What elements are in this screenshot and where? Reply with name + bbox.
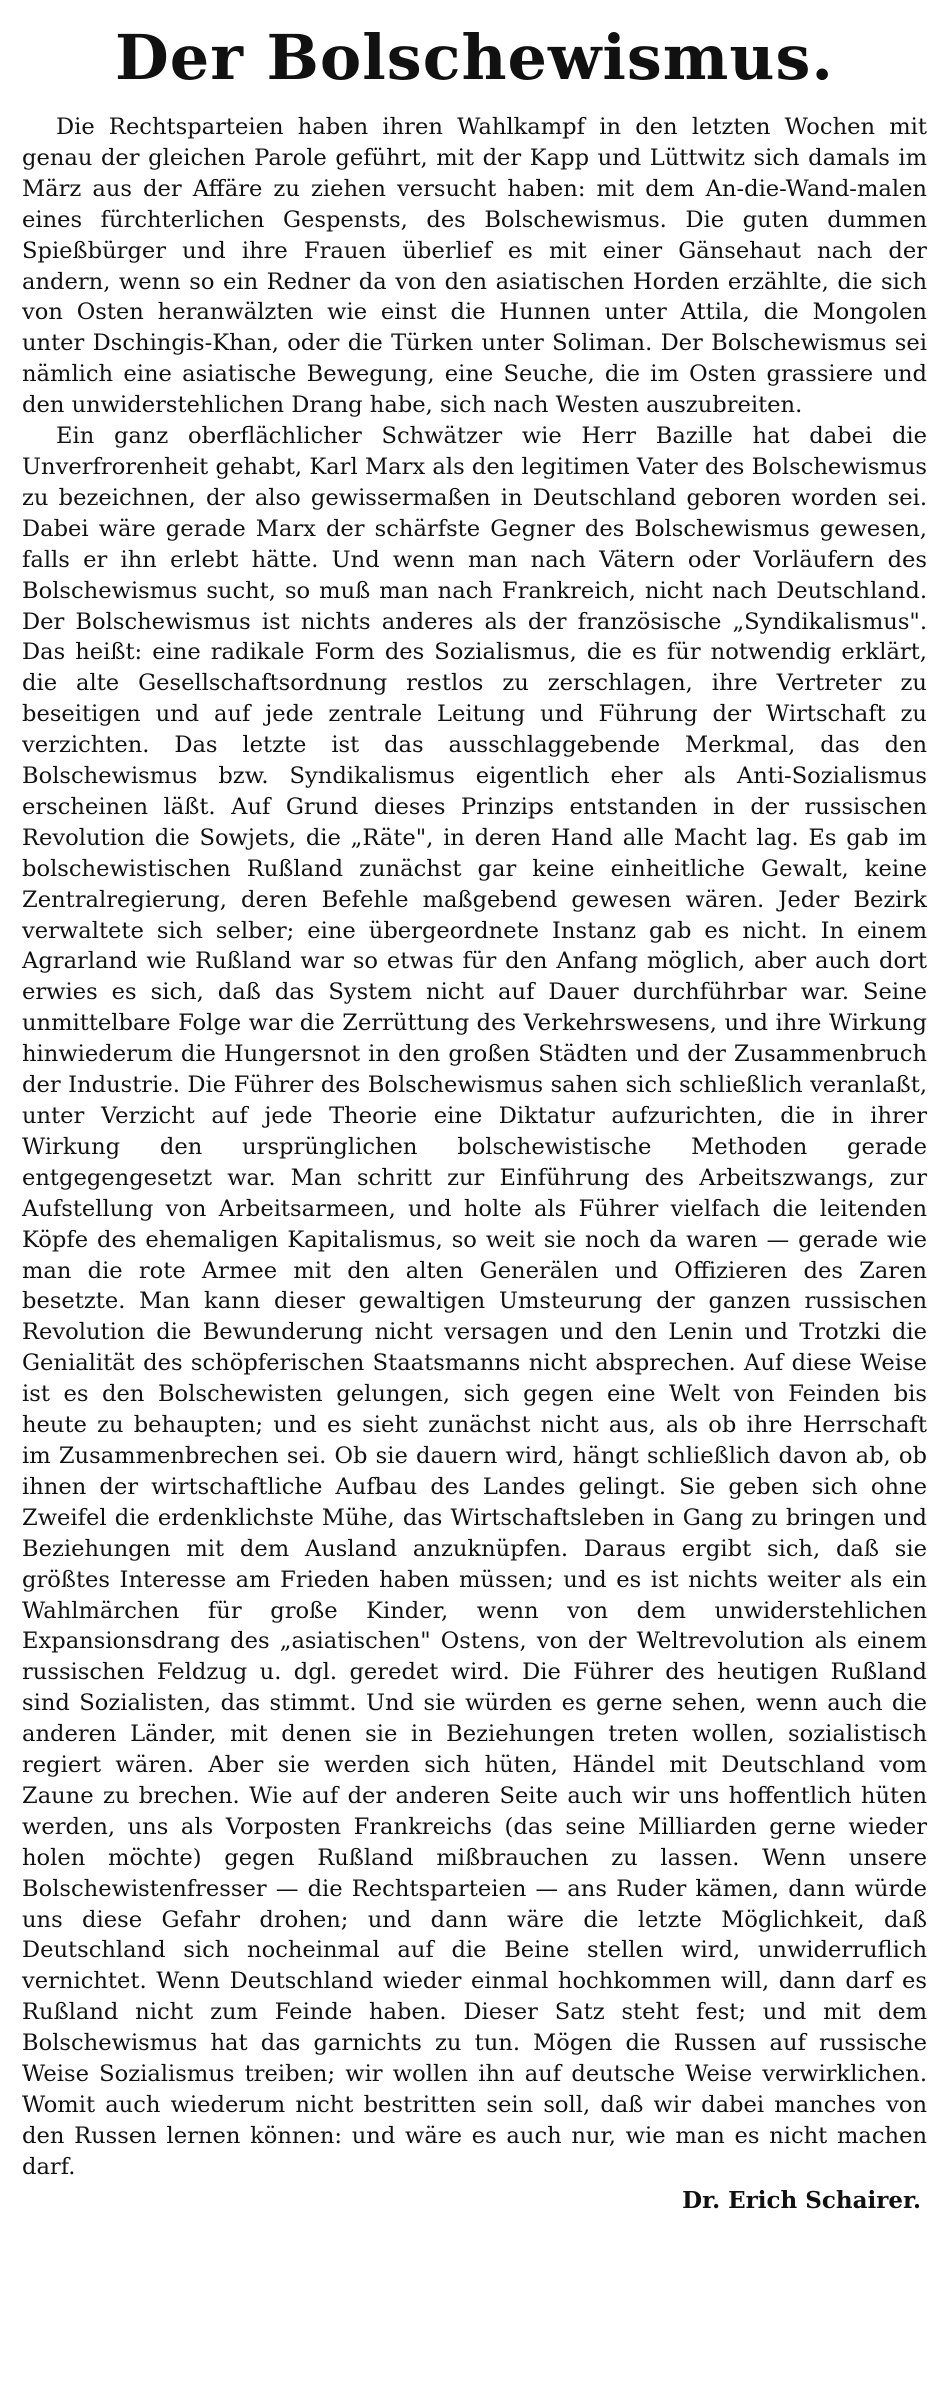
article-paragraph-2: Ein ganz oberflächlicher Schwätzer wie Herr Bazille hat dabei die Unverfrorenheit gehabt, Karl Marx als den legitimen Vater des Bolschewismus zu bezeichnen, der also gewissermaßen in Deutschland geboren worden sei. Dabei wäre gerade Marx der schärfste Gegner des Bolschewismus gewesen, falls er ihn erlebt hätte. Und wenn man nach Vätern oder Vorläufern des Bolschewismus sucht, so muß man nach Frankreich, nicht nach Deutschland. Der Bolschewismus ist nichts anderes als der französische „Syndikalismus". Das heißt: eine radikale Form des Sozialismus, die es für notwendig erklärt, die alte Gesellschaftsordnung restlos zu zerschlagen, ihre Vertreter zu beseitigen und auf jede zentrale Leitung und Führung der Wirtschaft zu verzichten. Das letzte ist das ausschlaggebende Merkmal, das den Bolschewismus bzw. Syndikalismus eigentlich eher als Anti-Sozialismus erscheinen läßt. Auf Grund dieses Prinzips entstanden in der russischen Revolution die Sowjets, die „Räte", in deren Hand alle Macht lag. Es gab im bolschewistischen Rußland zunächst gar keine einheitliche Gewalt, keine Zentralregierung, deren Befehle maßgebend gewesen wären. Jeder Bezirk verwaltete sich selber; eine übergeordnete Instanz gab es nicht. In einem Agrarland wie Rußland war so etwas für den Anfang möglich, aber auch dort erwies es sich, daß das System nicht auf Dauer durchführbar war. Seine unmittelbare Folge war die Zerrüttung des Verkehrswesens, und ihre Wirkung hinwiederum die Hungersnot in den großen Städten und der Zusammenbruch der Industrie. Die Führer des Bolschewismus sahen sich schließlich veranlaßt, unter Verzicht auf jede Theorie eine Diktatur aufzurichten, die in ihrer Wirkung den ursprünglichen bolschewistische Methoden gerade entgegengesetzt war. Man schritt zur Einführung des Arbeitszwangs, zur Aufstellung von Arbeitsarmeen, und holte als Führer vielfach die leitenden Köpfe des ehemaligen Kapitalismus, so weit sie noch da waren — gerade wie man die rote Armee mit den alten Generälen und Offizieren des Zaren besetzte. Man kann dieser gewaltigen Umsteurung der ganzen russischen Revolution die Bewunderung nicht versagen und den Lenin und Trotzki die Genialität des schöpferischen Staatsmanns nicht absprechen. Auf diese Weise ist es den Bolschewisten gelungen, sich gegen eine Welt von Feinden bis heute zu behaupten; und es sieht zunächst nicht aus, als ob ihre Herrschaft im Zusammenbrechen sei. Ob sie dauern wird, hängt schließlich davon ab, ob ihnen der wirtschaftliche Aufbau des Landes gelingt. Sie geben sich ohne Zweifel die erdenklichste Mühe, das Wirtschaftsleben in Gang zu bringen und Beziehungen mit dem Ausland anzuknüpfen. Daraus ergibt sich, daß sie größtes Interesse am Frieden haben müssen; und es ist nichts weiter als ein Wahlmärchen für große Kinder, wenn von dem unwiderstehlichen Expansionsdrang des „asiatischen" Ostens, von der Weltrevolution als einem russischen Feldzug u. dgl. geredet wird. Die Führer des heutigen Rußland sind Sozialisten, das stimmt. Und sie würden es gerne sehen, wenn auch die anderen Länder, mit denen sie in Beziehungen treten wollen, sozialistisch regiert wären. Aber sie werden sich hüten, Händel mit Deutschland vom Zaune zu brechen. Wie auf der anderen Seite auch wir uns hoffentlich hüten werden, uns als Vorposten Frankreichs (das seine Milliarden gerne wieder holen möchte) gegen Rußland mißbrauchen zu lassen. Wenn unsere Bolschewistenfresser — die Rechtsparteien — ans Ruder kämen, dann würde uns diese Gefahr drohen; und dann wäre die letzte Möglichkeit, daß Deutschland sich nocheinmal auf die Beine stellen wird, unwiderruflich vernichtet. Wenn Deutschland wieder einmal hochkommen will, dann darf es Rußland nicht zum Feinde haben. Dieser Satz steht fest; und mit dem Bolschewismus hat das garnichts zu tun. Mögen die Russen auf russische Weise Sozialismus treiben; wir wollen ihn auf deutsche Weise verwirklichen. Womit auch wiederum nicht bestritten sein soll, daß wir dabei manches von den Russen lernen können: und wäre es auch nur, wie man es nicht machen darf. xyxy=(22,423,927,2180)
article-paragraph-1: Die Rechtsparteien haben ihren Wahlkampf in den letzten Wochen mit genau der gleichen Parole geführt, mit der Kapp und Lüttwitz sich damals im März aus der Affäre zu ziehen versucht haben: mit dem An-die-Wand-malen eines fürchterlichen Gespensts, des Bolschewismus. Die guten dummen Spießbürger und ihre Frauen überlief es mit einer Gänsehaut nach der andern, wenn so ein Redner da von den asiatischen Horden erzählte, die sich von Osten heranwälzten wie einst die Hunnen unter Attila, die Mongolen unter Dschingis-Khan, oder die Türken unter Soliman. Der Bolschewismus sei nämlich eine asiatische Bewegung, eine Seuche, die im Osten grassiere und den unwiderstehlichen Drang habe, sich nach Westen auszubreiten. xyxy=(22,114,927,419)
article-title: Der Bolschewismus. xyxy=(115,21,834,94)
article-author: Dr. Erich Schairer. xyxy=(682,2186,921,2214)
